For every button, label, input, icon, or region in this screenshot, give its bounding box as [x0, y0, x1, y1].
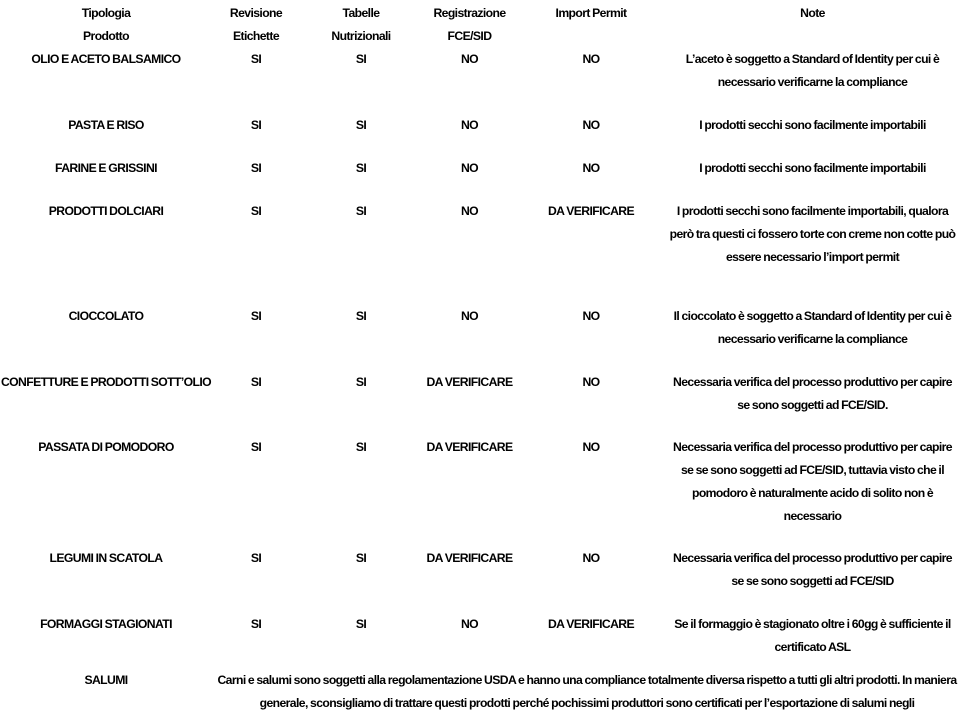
cell-tipologia: CONFETTURE E PRODOTTI SOTT’OLIO [0, 375, 212, 389]
cell-tabelle: SI [355, 440, 367, 454]
header-registrazione-line2: FCE/SID [447, 29, 492, 43]
cell-registrazione: NO [460, 617, 479, 631]
cell-revisione: SI [250, 375, 262, 389]
cell-registrazione: DA VERIFICARE [426, 375, 513, 389]
cell-tipologia: CIOCCOLATO [68, 309, 144, 323]
cell-tipologia: PRODOTTI DOLCIARI [48, 204, 164, 218]
header-tipologia-line1: Tipologia [81, 6, 131, 20]
cell-import-permit: DA VERIFICARE [547, 204, 635, 218]
cell-tipologia: LEGUMI IN SCATOLA [49, 551, 163, 565]
header-registrazione [422, 2, 517, 48]
cell-revisione: SI [250, 551, 262, 565]
table-row [0, 305, 960, 371]
table-header [0, 2, 960, 48]
cell-tipologia: OLIO E ACETO BALSAMICO [31, 52, 181, 66]
header-row [0, 2, 960, 48]
header-tipologia-line2: Prodotto [83, 29, 129, 43]
table-row [0, 436, 960, 547]
header-tipologia [0, 2, 212, 48]
cell-note: Necessaria verifica del processo produttivo per capire se se sono soggetti ad FCE/SID, tuttavia visto che il pomodoro è naturalmente acido di solito non è necessario [673, 440, 952, 523]
table-row [0, 613, 960, 669]
header-tabelle [300, 2, 422, 48]
cell-revisione: SI [250, 309, 262, 323]
table-row [0, 371, 960, 436]
header-revisione [212, 2, 300, 48]
table-row [0, 547, 960, 613]
cell-registrazione: NO [460, 161, 479, 175]
cell-revisione: SI [250, 204, 262, 218]
cell-tipologia: FORMAGGI STAGIONATI [40, 617, 172, 631]
cell-import-permit: DA VERIFICARE [547, 617, 635, 631]
cell-registrazione: NO [460, 309, 479, 323]
header-import-permit [517, 2, 665, 48]
cell-tabelle: SI [355, 118, 367, 132]
cell-registrazione: NO [460, 52, 479, 66]
cell-import-permit: NO [582, 375, 600, 389]
cell-note: I prodotti secchi sono facilmente importabili [699, 161, 926, 175]
table-row-salumi [0, 669, 960, 720]
cell-tabelle: SI [355, 617, 367, 631]
cell-note: Necessaria verifica del processo produttivo per capire se sono soggetti ad FCE/SID. [673, 375, 952, 412]
cell-tabelle: SI [355, 204, 367, 218]
cell-registrazione: NO [460, 118, 479, 132]
cell-import-permit: NO [582, 309, 600, 323]
cell-note: I prodotti secchi sono facilmente importabili, qualora però tra questi ci fossero torte con creme non cotte può essere necessario l’import permit [669, 204, 956, 264]
header-tabelle-line2: Nutrizionali [331, 29, 391, 43]
cell-revisione: SI [250, 118, 262, 132]
cell-note: Se il formaggio è stagionato oltre i 60gg è sufficiente il certificato ASL [674, 617, 951, 654]
compliance-table [0, 2, 960, 720]
cell-import-permit: NO [582, 118, 600, 132]
header-revisione-line1: Revisione [229, 6, 283, 20]
cell-revisione: SI [250, 617, 262, 631]
cell-tabelle: SI [355, 551, 367, 565]
cell-tipologia: PASSATA DI POMODORO [38, 440, 174, 454]
header-import-permit-line1: Import Permit [555, 6, 627, 20]
cell-note: L’aceto è soggetto a Standard of Identity per cui è necessario verificarne la compliance [685, 52, 940, 89]
header-note [665, 2, 960, 48]
table-row [0, 157, 960, 200]
cell-tabelle: SI [355, 161, 367, 175]
cell-note: Il cioccolato è soggetto a Standard of Identity per cui è necessario verificarne la compliance [673, 309, 952, 346]
header-tabelle-line1: Tabelle [342, 6, 380, 20]
cell-revisione: SI [250, 440, 262, 454]
cell-registrazione: NO [460, 204, 479, 218]
table-body [0, 48, 960, 720]
cell-revisione: SI [250, 161, 262, 175]
cell-registrazione: DA VERIFICARE [426, 551, 513, 565]
table-row [0, 48, 960, 114]
cell-import-permit: NO [582, 551, 600, 565]
cell-revisione: SI [250, 52, 262, 66]
header-note-line1: Note [800, 6, 825, 20]
header-registrazione-line1: Registrazione [433, 6, 506, 20]
header-revisione-line2: Etichette [232, 29, 280, 43]
table-row [0, 114, 960, 157]
cell-import-permit: NO [582, 440, 600, 454]
cell-tipologia: SALUMI [84, 673, 128, 687]
table-row [0, 200, 960, 305]
cell-tabelle: SI [355, 309, 367, 323]
cell-tipologia: FARINE E GRISSINI [55, 161, 157, 175]
cell-registrazione: DA VERIFICARE [426, 440, 513, 454]
cell-tabelle: SI [355, 375, 367, 389]
cell-note: Necessaria verifica del processo produttivo per capire se se sono soggetti ad FCE/SID [673, 551, 952, 588]
cell-note: I prodotti secchi sono facilmente importabili [699, 118, 926, 132]
cell-import-permit: NO [582, 52, 600, 66]
cell-import-permit: NO [582, 161, 600, 175]
cell-tabelle: SI [355, 52, 367, 66]
cell-tipologia: PASTA E RISO [68, 118, 144, 132]
cell-note-salumi: Carni e salumi sono soggetti alla regolamentazione USDA e hanno una compliance totalmente diversa rispetto a tutti gli altri prodotti. In maniera generale, sconsigliamo di trattare questi prodotti perché pochissimi produttori sono certificati per l’esportazione di salumi negli [217, 673, 957, 710]
